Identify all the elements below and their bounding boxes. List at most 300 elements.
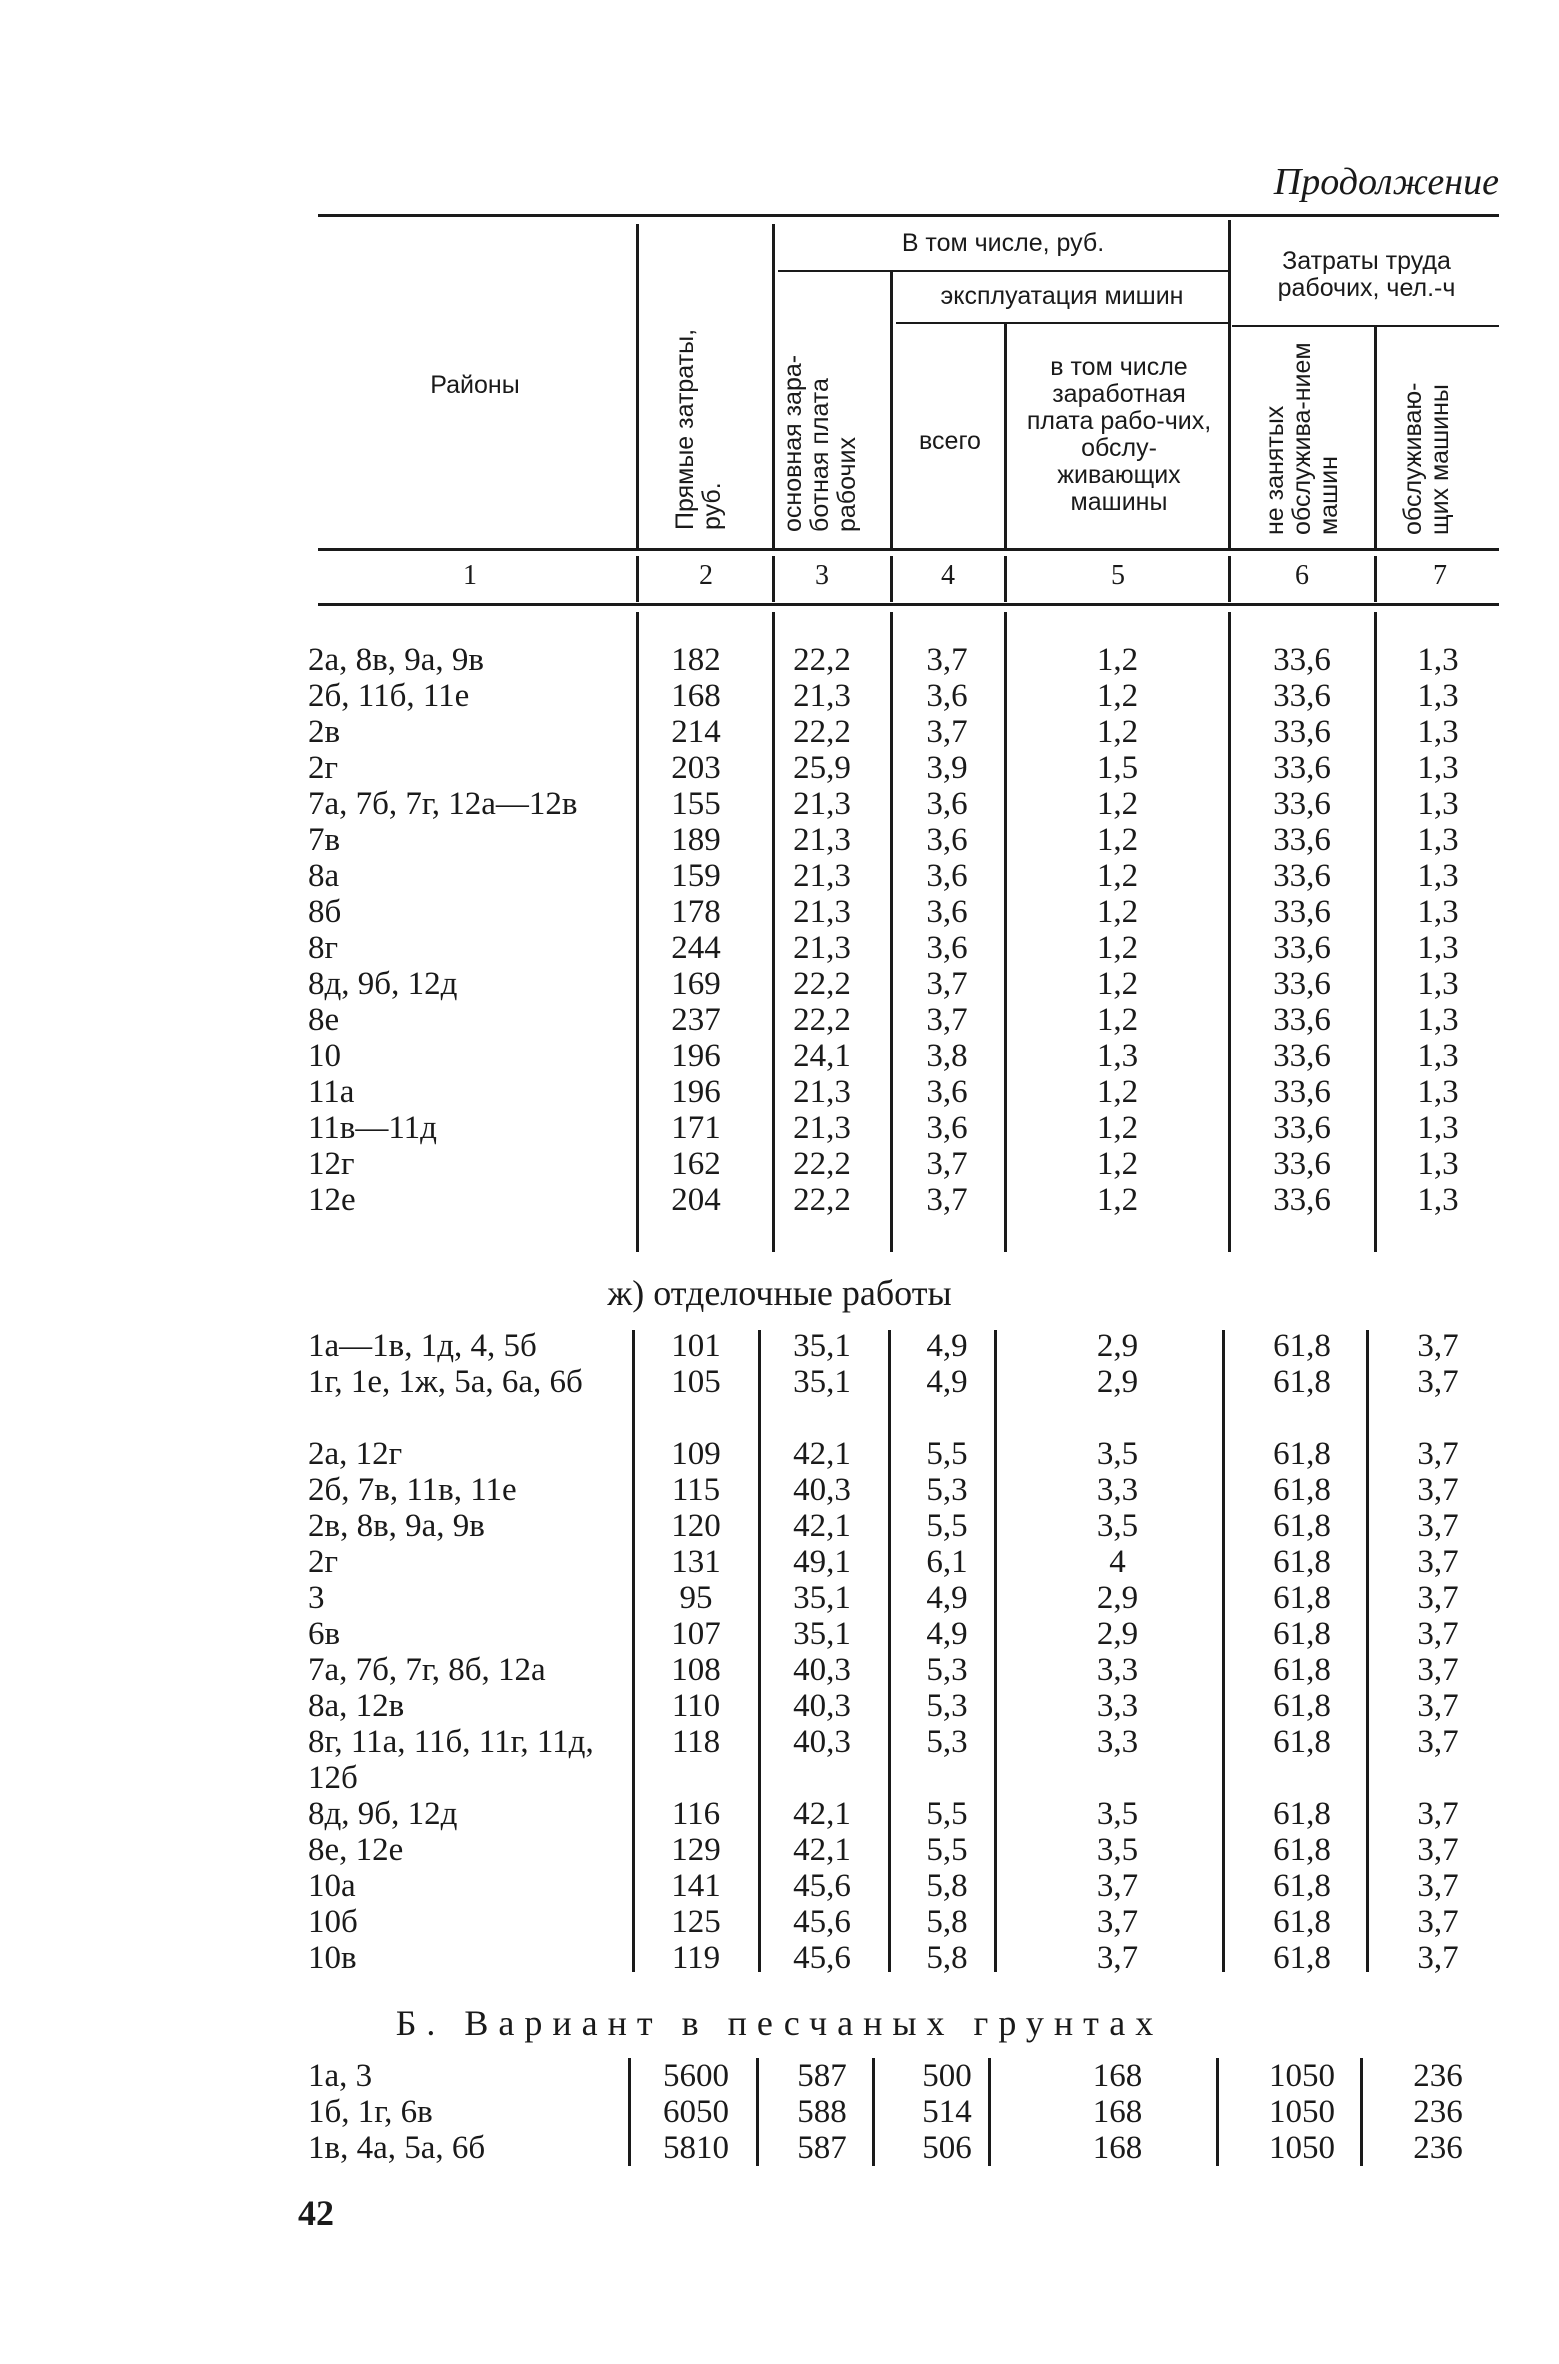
header-direct-costs: Прямые затраты, руб. xyxy=(671,328,726,530)
value-cell-col-2: 159 xyxy=(671,858,721,894)
region-cell xyxy=(308,1038,628,1074)
value-cell-col-3: 22,2 xyxy=(793,1002,851,1038)
region-cell xyxy=(308,966,628,1002)
region-label: 2в, 8в, 9а, 9в xyxy=(308,1508,485,1544)
value-cell-col-5: 3,5 xyxy=(1096,1436,1139,1472)
value-cell-col-6: 61,8 xyxy=(1273,1904,1331,1940)
colnum-3: 3 xyxy=(815,560,829,591)
value-cell-col-6: 61,8 xyxy=(1273,1364,1331,1400)
value-cell-col-2: 105 xyxy=(671,1364,721,1400)
value-cell-col-5: 1,2 xyxy=(1096,1146,1139,1182)
region-label: 7а, 7б, 7г, 8б, 12а xyxy=(308,1652,546,1688)
table-row xyxy=(0,822,1559,858)
value-cell-col-7: 1,3 xyxy=(1417,1038,1459,1074)
value-cell-col-4: 3,6 xyxy=(926,894,968,930)
region-label: 10а xyxy=(308,1868,356,1904)
value-cell-col-7: 1,3 xyxy=(1417,858,1459,894)
value-cell-col-3: 40,3 xyxy=(793,1724,851,1760)
table-row xyxy=(0,894,1559,930)
value-cell-col-2: 196 xyxy=(671,1038,721,1074)
value-cell-col-2: 168 xyxy=(671,678,721,714)
value-cell-col-4: 5,5 xyxy=(926,1508,968,1544)
value-cell-col-2: 214 xyxy=(671,714,721,750)
value-cell-col-7: 1,3 xyxy=(1417,642,1459,678)
value-cell-col-2: 182 xyxy=(671,642,721,678)
table-row xyxy=(0,786,1559,822)
value-cell-col-7: 1,3 xyxy=(1417,1002,1459,1038)
value-cell-col-5: 1,2 xyxy=(1096,1002,1139,1038)
value-cell-col-7: 1,3 xyxy=(1417,1110,1459,1146)
value-cell-col-3: 21,3 xyxy=(793,1074,851,1110)
value-cell-col-3: 49,1 xyxy=(793,1544,851,1580)
table-row xyxy=(0,1002,1559,1038)
value-cell-col-4: 5,8 xyxy=(926,1940,968,1976)
value-cell-col-5: 3,3 xyxy=(1096,1724,1139,1760)
value-cell-col-6: 33,6 xyxy=(1273,930,1331,966)
colnum-vline-6 xyxy=(1374,556,1377,602)
colnum-vline-1 xyxy=(636,556,639,602)
table-row xyxy=(0,1364,1559,1436)
value-cell-col-5: 3,5 xyxy=(1096,1832,1139,1868)
value-cell-col-5: 2,9 xyxy=(1096,1616,1139,1652)
header-vline-4 xyxy=(1004,324,1007,548)
value-cell-col-4: 3,7 xyxy=(926,1146,968,1182)
value-cell-col-5: 1,3 xyxy=(1096,1038,1139,1074)
value-cell-col-3: 587 xyxy=(797,2058,847,2094)
value-cell-col-2: 118 xyxy=(671,1724,721,1760)
value-cell-col-2: 5810 xyxy=(663,2130,729,2166)
table-row xyxy=(0,678,1559,714)
table-row xyxy=(0,1724,1559,1796)
region-label: 6в xyxy=(308,1616,341,1652)
value-cell-col-6: 61,8 xyxy=(1273,1832,1331,1868)
region-cell xyxy=(308,930,628,966)
region-cell xyxy=(308,858,628,894)
value-cell-col-4: 6,1 xyxy=(926,1544,968,1580)
table-row xyxy=(0,1688,1559,1724)
region-label: 2б, 7в, 11в, 11е xyxy=(308,1472,517,1508)
value-cell-col-5: 1,5 xyxy=(1096,750,1139,786)
value-cell-col-5: 1,2 xyxy=(1096,966,1139,1002)
value-cell-col-4: 500 xyxy=(922,2058,972,2094)
region-label: 12е xyxy=(308,1182,356,1218)
region-label: 8г xyxy=(308,930,339,966)
header-machine-operation: эксплуатация мишин xyxy=(940,282,1184,310)
table-row xyxy=(0,858,1559,894)
table-row xyxy=(0,1868,1559,1904)
value-cell-col-4: 506 xyxy=(922,2130,972,2166)
value-cell-col-3: 35,1 xyxy=(793,1616,851,1652)
value-cell-col-4: 5,5 xyxy=(926,1832,968,1868)
header-vline-1 xyxy=(636,224,639,548)
value-cell-col-5: 1,2 xyxy=(1096,822,1139,858)
value-cell-col-6: 33,6 xyxy=(1273,750,1331,786)
value-cell-col-7: 236 xyxy=(1413,2130,1463,2166)
value-cell-col-5: 168 xyxy=(1092,2058,1143,2094)
value-cell-col-3: 24,1 xyxy=(793,1038,851,1074)
colnum-bottom-rule xyxy=(318,603,1499,606)
colnum-6: 6 xyxy=(1295,560,1309,591)
value-cell-col-2: 204 xyxy=(671,1182,721,1218)
value-cell-col-3: 22,2 xyxy=(793,642,851,678)
region-cell xyxy=(308,1472,628,1508)
value-cell-col-5: 1,2 xyxy=(1096,786,1139,822)
region-cell xyxy=(308,1364,628,1400)
region-label: 1в, 4а, 5а, 6б xyxy=(308,2130,486,2166)
table-row xyxy=(0,1146,1559,1182)
table-row xyxy=(0,930,1559,966)
value-cell-col-2: 115 xyxy=(671,1472,721,1508)
region-label: 2а, 12г xyxy=(308,1436,403,1472)
value-cell-col-2: 95 xyxy=(679,1580,713,1616)
header-vline-5 xyxy=(1228,220,1231,548)
table-row xyxy=(0,1652,1559,1688)
value-cell-col-4: 3,6 xyxy=(926,678,968,714)
region-label: 12г xyxy=(308,1146,355,1182)
value-cell-col-5: 3,7 xyxy=(1096,1940,1139,1976)
value-cell-col-2: 101 xyxy=(671,1328,721,1364)
value-cell-col-7: 3,7 xyxy=(1417,1472,1459,1508)
value-cell-col-7: 3,7 xyxy=(1417,1724,1459,1760)
region-cell xyxy=(308,678,628,714)
region-label: 3 xyxy=(308,1580,325,1616)
region-label: 10 xyxy=(308,1038,341,1074)
region-cell xyxy=(308,1074,628,1110)
value-cell-col-3: 22,2 xyxy=(793,714,851,750)
table-row xyxy=(0,1508,1559,1544)
value-cell-col-6: 61,8 xyxy=(1273,1328,1331,1364)
region-label: 2а, 8в, 9а, 9в xyxy=(308,642,484,678)
region-cell xyxy=(308,1688,628,1724)
value-cell-col-5: 2,9 xyxy=(1096,1364,1139,1400)
value-cell-col-2: 155 xyxy=(671,786,721,822)
header-top-rule xyxy=(318,214,1499,217)
value-cell-col-5: 1,2 xyxy=(1096,1110,1139,1146)
value-cell-col-5: 1,2 xyxy=(1096,1182,1139,1218)
header-bottom-rule xyxy=(318,548,1499,551)
value-cell-col-3: 42,1 xyxy=(793,1436,851,1472)
value-cell-col-7: 3,7 xyxy=(1417,1508,1459,1544)
region-label: 8д, 9б, 12д xyxy=(308,966,458,1002)
value-cell-col-6: 1050 xyxy=(1269,2094,1335,2130)
value-cell-col-5: 3,5 xyxy=(1096,1796,1139,1832)
value-cell-col-3: 21,3 xyxy=(793,822,851,858)
colnum-4: 4 xyxy=(941,560,955,591)
value-cell-col-3: 21,3 xyxy=(793,858,851,894)
value-cell-col-2: 125 xyxy=(671,1904,721,1940)
value-cell-col-7: 3,7 xyxy=(1417,1364,1459,1400)
value-cell-col-3: 21,3 xyxy=(793,786,851,822)
value-cell-col-2: 141 xyxy=(671,1868,721,1904)
value-cell-col-6: 61,8 xyxy=(1273,1724,1331,1760)
header-not-machine: не занятых обслужива-нием машин xyxy=(1261,342,1343,535)
header-rule-machine xyxy=(896,322,1228,324)
table-row xyxy=(0,966,1559,1002)
region-label: 1а, 3 xyxy=(308,2058,373,2094)
value-cell-col-6: 61,8 xyxy=(1273,1796,1331,1832)
value-cell-col-4: 3,6 xyxy=(926,786,968,822)
value-cell-col-3: 45,6 xyxy=(793,1904,851,1940)
value-cell-col-3: 22,2 xyxy=(793,966,851,1002)
value-cell-col-7: 3,7 xyxy=(1417,1328,1459,1364)
table-row xyxy=(0,2130,1559,2166)
table-row xyxy=(0,1544,1559,1580)
value-cell-col-5: 3,5 xyxy=(1096,1508,1139,1544)
value-cell-col-5: 1,2 xyxy=(1096,642,1139,678)
value-cell-col-2: 116 xyxy=(671,1796,721,1832)
value-cell-col-7: 3,7 xyxy=(1417,1796,1459,1832)
value-cell-col-2: 131 xyxy=(671,1544,721,1580)
value-cell-col-2: 129 xyxy=(671,1832,721,1868)
value-cell-col-4: 5,5 xyxy=(926,1436,968,1472)
value-cell-col-7: 3,7 xyxy=(1417,1688,1459,1724)
value-cell-col-2: 237 xyxy=(671,1002,721,1038)
value-cell-col-3: 42,1 xyxy=(793,1796,851,1832)
value-cell-col-3: 21,3 xyxy=(793,1110,851,1146)
region-label: 10б xyxy=(308,1904,358,1940)
value-cell-col-5: 3,3 xyxy=(1096,1688,1139,1724)
header-rule-labor xyxy=(1232,325,1499,327)
value-cell-col-5: 3,7 xyxy=(1096,1904,1139,1940)
colnum-vline-5 xyxy=(1228,556,1231,602)
continuation-label: Продолжение xyxy=(1273,161,1499,203)
value-cell-col-4: 3,7 xyxy=(926,966,968,1002)
table-row xyxy=(0,1580,1559,1616)
value-cell-col-5: 2,9 xyxy=(1096,1580,1139,1616)
region-label: 8е xyxy=(308,1002,340,1038)
region-cell xyxy=(308,1724,628,1796)
value-cell-col-6: 33,6 xyxy=(1273,642,1331,678)
table-row xyxy=(0,714,1559,750)
value-cell-col-2: 244 xyxy=(671,930,721,966)
value-cell-col-3: 588 xyxy=(797,2094,847,2130)
value-cell-col-4: 4,9 xyxy=(926,1328,968,1364)
region-cell xyxy=(308,1904,628,1940)
value-cell-col-5: 3,3 xyxy=(1096,1652,1139,1688)
region-cell xyxy=(308,750,628,786)
value-cell-col-5: 1,2 xyxy=(1096,714,1139,750)
region-cell xyxy=(308,1616,628,1652)
value-cell-col-4: 5,5 xyxy=(926,1796,968,1832)
value-cell-col-7: 1,3 xyxy=(1417,1146,1459,1182)
value-cell-col-6: 1050 xyxy=(1269,2130,1335,2166)
region-cell xyxy=(308,1832,628,1868)
value-cell-col-6: 33,6 xyxy=(1273,1146,1331,1182)
value-cell-col-4: 4,9 xyxy=(926,1364,968,1400)
value-cell-col-3: 21,3 xyxy=(793,894,851,930)
region-label: 8г, 11а, 11б, 11г, 11д, 12б xyxy=(308,1724,594,1796)
region-label: 1б, 1г, 6в xyxy=(308,2094,433,2130)
header-rule-including xyxy=(778,270,1228,272)
region-cell xyxy=(308,1940,628,1976)
value-cell-col-6: 61,8 xyxy=(1273,1544,1331,1580)
table-row xyxy=(0,1038,1559,1074)
value-cell-col-3: 587 xyxy=(797,2130,847,2166)
region-label: 8а xyxy=(308,858,340,894)
region-label: 8е, 12е xyxy=(308,1832,404,1868)
value-cell-col-6: 61,8 xyxy=(1273,1508,1331,1544)
value-cell-col-6: 61,8 xyxy=(1273,1652,1331,1688)
table-row xyxy=(0,1796,1559,1832)
value-cell-col-3: 21,3 xyxy=(793,930,851,966)
value-cell-col-6: 33,6 xyxy=(1273,1110,1331,1146)
value-cell-col-7: 236 xyxy=(1413,2058,1463,2094)
value-cell-col-7: 1,3 xyxy=(1417,966,1459,1002)
colnum-5: 5 xyxy=(1111,560,1125,591)
value-cell-col-7: 1,3 xyxy=(1417,678,1459,714)
value-cell-col-3: 35,1 xyxy=(793,1328,851,1364)
table-a xyxy=(0,642,1559,1218)
value-cell-col-5: 1,2 xyxy=(1096,930,1139,966)
value-cell-col-7: 3,7 xyxy=(1417,1580,1459,1616)
header-including-wage-machine: в том числе заработная плата рабо-чих, обслу-живающих машины xyxy=(1026,353,1212,516)
colnum-1: 1 xyxy=(463,560,477,591)
value-cell-col-6: 61,8 xyxy=(1273,1436,1331,1472)
region-cell xyxy=(308,1182,628,1218)
value-cell-col-6: 61,8 xyxy=(1273,1868,1331,1904)
value-cell-col-6: 61,8 xyxy=(1273,1580,1331,1616)
region-label: 1г, 1е, 1ж, 5а, 6а, 6б xyxy=(308,1364,583,1400)
value-cell-col-7: 3,7 xyxy=(1417,1616,1459,1652)
value-cell-col-7: 1,3 xyxy=(1417,1182,1459,1218)
value-cell-col-4: 3,6 xyxy=(926,822,968,858)
value-cell-col-4: 5,3 xyxy=(926,1472,968,1508)
region-cell xyxy=(308,1868,628,1904)
value-cell-col-3: 45,6 xyxy=(793,1868,851,1904)
table-row xyxy=(0,1940,1559,1976)
value-cell-col-7: 1,3 xyxy=(1417,786,1459,822)
table-row xyxy=(0,2094,1559,2130)
value-cell-col-4: 4,9 xyxy=(926,1580,968,1616)
value-cell-col-6: 33,6 xyxy=(1273,678,1331,714)
header-regions: Районы xyxy=(430,371,520,399)
region-cell xyxy=(308,1002,628,1038)
header-vline-6 xyxy=(1374,327,1377,548)
region-cell xyxy=(308,2130,628,2166)
table-row xyxy=(0,1436,1559,1472)
region-cell xyxy=(308,786,628,822)
region-cell xyxy=(308,1328,628,1364)
table-row xyxy=(0,1110,1559,1146)
value-cell-col-7: 1,3 xyxy=(1417,1074,1459,1110)
value-cell-col-4: 5,8 xyxy=(926,1868,968,1904)
table-b xyxy=(0,1328,1559,1976)
value-cell-col-7: 3,7 xyxy=(1417,1652,1459,1688)
value-cell-col-2: 119 xyxy=(671,1940,721,1976)
table-row xyxy=(0,2058,1559,2094)
value-cell-col-4: 5,3 xyxy=(926,1724,968,1760)
value-cell-col-7: 3,7 xyxy=(1417,1868,1459,1904)
value-cell-col-3: 40,3 xyxy=(793,1472,851,1508)
value-cell-col-7: 3,7 xyxy=(1417,1436,1459,1472)
value-cell-col-6: 33,6 xyxy=(1273,714,1331,750)
value-cell-col-7: 1,3 xyxy=(1417,714,1459,750)
region-label: 2б, 11б, 11е xyxy=(308,678,470,714)
page-number: 42 xyxy=(298,2193,334,2233)
table-row xyxy=(0,1472,1559,1508)
value-cell-col-2: 189 xyxy=(671,822,721,858)
header-base-wage: основная зара-ботная плата рабочих xyxy=(779,354,861,532)
header-vline-3 xyxy=(890,272,893,548)
value-cell-col-4: 4,9 xyxy=(926,1616,968,1652)
table-row xyxy=(0,1904,1559,1940)
value-cell-col-4: 3,8 xyxy=(926,1038,968,1074)
table-row xyxy=(0,1832,1559,1868)
value-cell-col-2: 6050 xyxy=(663,2094,729,2130)
value-cell-col-4: 5,3 xyxy=(926,1652,968,1688)
value-cell-col-5: 1,2 xyxy=(1096,894,1139,930)
region-label: 11в—11д xyxy=(308,1110,437,1146)
value-cell-col-7: 3,7 xyxy=(1417,1940,1459,1976)
value-cell-col-5: 4 xyxy=(1109,1544,1126,1580)
value-cell-col-3: 40,3 xyxy=(793,1652,851,1688)
region-cell xyxy=(308,2094,628,2130)
value-cell-col-2: 162 xyxy=(671,1146,721,1182)
colnum-vline-2 xyxy=(772,556,775,602)
value-cell-col-2: 171 xyxy=(671,1110,721,1146)
region-cell xyxy=(308,1110,628,1146)
region-cell xyxy=(308,1580,628,1616)
colnum-vline-4 xyxy=(1004,556,1007,602)
value-cell-col-4: 3,7 xyxy=(926,642,968,678)
value-cell-col-2: 120 xyxy=(671,1508,721,1544)
value-cell-col-6: 33,6 xyxy=(1273,966,1331,1002)
region-cell xyxy=(308,642,628,678)
value-cell-col-4: 3,6 xyxy=(926,1074,968,1110)
header-machine-service: обслуживаю-щих машины xyxy=(1399,382,1454,535)
value-cell-col-4: 3,7 xyxy=(926,1182,968,1218)
value-cell-col-4: 514 xyxy=(922,2094,972,2130)
value-cell-col-7: 1,3 xyxy=(1417,750,1459,786)
value-cell-col-5: 1,2 xyxy=(1096,1074,1139,1110)
value-cell-col-2: 110 xyxy=(671,1688,721,1724)
table-c xyxy=(0,2058,1559,2166)
table-row xyxy=(0,750,1559,786)
value-cell-col-5: 1,2 xyxy=(1096,858,1139,894)
colnum-2: 2 xyxy=(699,560,713,591)
value-cell-col-5: 168 xyxy=(1092,2094,1143,2130)
value-cell-col-6: 33,6 xyxy=(1273,1074,1331,1110)
value-cell-col-3: 25,9 xyxy=(793,750,851,786)
header-vline-2 xyxy=(772,224,775,548)
value-cell-col-5: 3,7 xyxy=(1096,1868,1139,1904)
value-cell-col-3: 35,1 xyxy=(793,1364,851,1400)
colnum-7: 7 xyxy=(1433,560,1447,591)
section-sandy-title: Б. Вариант в песчаных грунтах xyxy=(395,2003,1164,2043)
region-cell xyxy=(308,1146,628,1182)
value-cell-col-4: 3,6 xyxy=(926,858,968,894)
value-cell-col-4: 3,6 xyxy=(926,1110,968,1146)
region-cell xyxy=(308,1796,628,1832)
value-cell-col-2: 203 xyxy=(671,750,721,786)
value-cell-col-3: 45,6 xyxy=(793,1940,851,1976)
region-label: 2в xyxy=(308,714,341,750)
header-total: всего xyxy=(919,427,981,455)
value-cell-col-3: 22,2 xyxy=(793,1146,851,1182)
header-labor-costs: Затраты труда рабочих, чел.-ч xyxy=(1277,247,1456,302)
value-cell-col-4: 3,7 xyxy=(926,714,968,750)
value-cell-col-6: 33,6 xyxy=(1273,1002,1331,1038)
value-cell-col-5: 168 xyxy=(1092,2130,1143,2166)
value-cell-col-6: 1050 xyxy=(1269,2058,1335,2094)
value-cell-col-2: 108 xyxy=(671,1652,721,1688)
table-row xyxy=(0,1328,1559,1364)
value-cell-col-2: 109 xyxy=(671,1436,721,1472)
region-label: 2г xyxy=(308,750,339,786)
region-label: 2г xyxy=(308,1544,339,1580)
value-cell-col-6: 33,6 xyxy=(1273,822,1331,858)
region-label: 10в xyxy=(308,1940,357,1976)
